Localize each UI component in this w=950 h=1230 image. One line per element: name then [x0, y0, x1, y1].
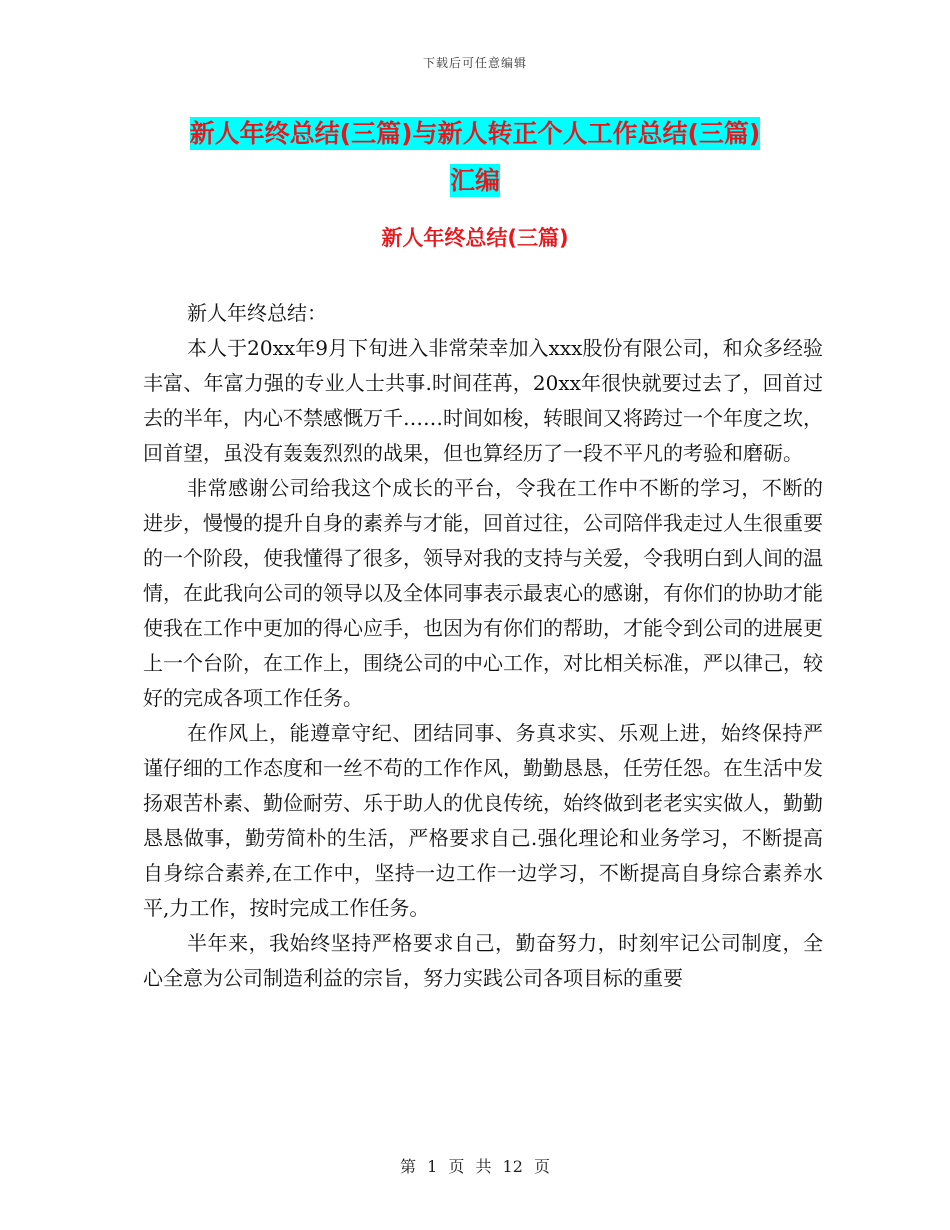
paragraph: 半年来，我始终坚持严格要求自己，勤奋努力，时刻牢记公司制度，全心全意为公司制造利益的宗旨，努力实践公司各项目标的重要	[143, 931, 823, 990]
paragraph: 本人于20xx年9月下旬进入非常荣幸加入xxx股份有限公司，和众多经验丰富、年富力强的专业人士共事.时间荏苒，20xx年很快就要过去了，回首过去的半年，内心不禁感慨万千……时间如梭，转眼间又将跨过一个年度之坎，回首望，虽没有轰轰烈烈的战果，但也算经历了一段不平凡的考验和磨砺。	[143, 336, 823, 465]
document-title	[0, 110, 950, 204]
document-body	[143, 296, 823, 996]
paragraph: 在作风上，能遵章守纪、团结同事、务真求实、乐观上进，始终保持严谨仔细的工作态度和一丝不苟的工作作风，勤勤恳恳，任劳任怨。在生活中发扬艰苦朴素、勤俭耐劳、乐于助人的优良传统，始终做到老老实实做人，勤勤恳恳做事，勤劳简朴的生活，严格要求自己.强化理论和业务学习，不断提高自身综合素养,在工作中，坚持一边工作一边学习，不断提高自身综合素养水平,力工作，按时完成工作任务。	[143, 721, 823, 920]
paragraph: 新人年终总结：	[187, 301, 327, 325]
header-note: 下载后可任意编辑	[422, 56, 527, 70]
paragraph: 非常感谢公司给我这个成长的平台，令我在工作中不断的学习，不断的进步，慢慢的提升自身的素养与才能，回首过往，公司陪伴我走过人生很重要的一个阶段，使我懂得了很多，领导对我的支持与关爱，令我明白到人间的温情，在此我向公司的领导以及全体同事表示最衷心的感谢，有你们的协助才能使我在工作中更加的得心应手，也因为有你们的帮助，才能令到公司的进展更上一个台阶，在工作上，围绕公司的中心工作，对比相关标准，严以律己，较好的完成各项工作任务。	[143, 476, 823, 710]
document-title-line2: 汇编	[449, 166, 500, 195]
document-title-line1: 新人年终总结(三篇)与新人转正个人工作总结(三篇)	[189, 119, 761, 148]
page-number-footer: 第 1 页 共 12 页	[400, 1157, 550, 1176]
section-title: 新人年终总结(三篇)	[381, 226, 569, 250]
